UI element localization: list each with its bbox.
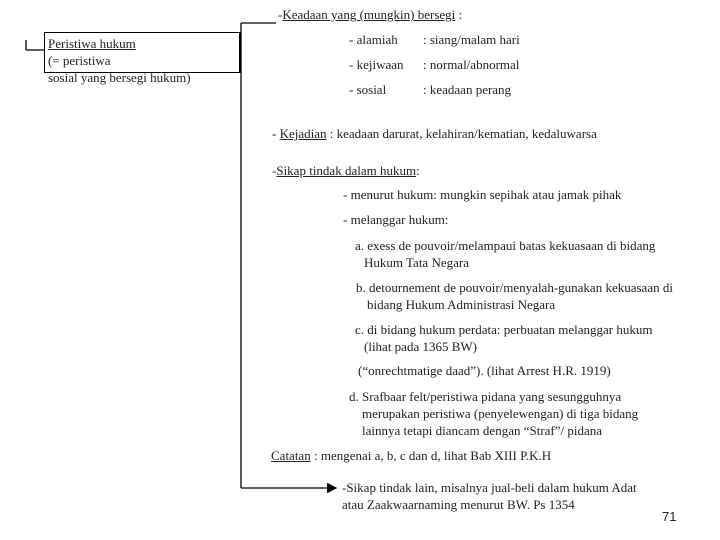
state-value-kejiwaan: : normal/abnormal [423, 57, 520, 72]
item-a-line-1: a. exess de pouvoir/melampaui batas kekuasaan di bidang [355, 238, 656, 253]
state-label-sosial: - sosial [349, 82, 387, 97]
item-c-line-1: c. di bidang hukum perdata: perbuatan melanggar hukum [355, 322, 653, 337]
item-c-line-3: (“onrechtmatige daad”). (lihat Arrest H.R. 1919) [358, 363, 611, 378]
peristiwa-hukum-box [44, 32, 241, 85]
item-a-line-2: Hukum Tata Negara [364, 255, 469, 270]
state-label-alamiah: - alamiah [349, 32, 398, 47]
item-b-line-1: b. detournement de pouvoir/menyalah-gunakan kekuasaan di [356, 280, 673, 295]
item-d-line-2: merupakan peristiwa (penyelewengan) di tiga bidang [362, 406, 639, 421]
item-d-line-3: lainnya tetapi diancam dengan “Straf”/ pidana [362, 423, 603, 438]
state-value-sosial: : keadaan perang [423, 82, 512, 97]
sikap-lain-line-1: -Sikap tindak lain, misalnya jual-beli dalam hukum Adat [342, 480, 637, 495]
kejadian-line: - Kejadian : keadaan darurat, kelahiran/kematian, kedaluwarsa [272, 126, 597, 141]
item-c-line-2: (lihat pada 1365 BW) [364, 339, 477, 354]
page-number: 71 [662, 509, 677, 524]
heading-underlined: Keadaan yang (mungkin) bersegi [282, 7, 456, 22]
box-line-2: sosial yang bersegi hukum) [48, 70, 191, 85]
sikap-lain-line-2: atau Zaakwaarnaming menurut BW. Ps 1354 [342, 497, 575, 512]
heading: -Keadaan yang (mungkin) bersegi : [278, 7, 463, 22]
state-value-alamiah: : siang/malam hari [423, 32, 520, 47]
state-label-kejiwaan: - kejiwaan [349, 57, 404, 72]
box-line-1: Peristiwa hukum (= peristiwa [48, 36, 136, 68]
sikap-tindak-heading: -Sikap tindak dalam hukum: [272, 163, 420, 178]
item-d-line-1: d. Srafbaar felt/peristiwa pidana yang sesungguhnya [349, 389, 622, 404]
melanggar-hukum-line: - melanggar hukum: [343, 212, 449, 227]
catatan-line: Catatan : mengenai a, b, c dan d, lihat Bab XIII P.K.H [271, 448, 552, 463]
item-b-line-2: bidang Hukum Administrasi Negara [367, 297, 556, 312]
menurut-hukum-line: - menurut hukum: mungkin sepihak atau jamak pihak [343, 187, 622, 202]
